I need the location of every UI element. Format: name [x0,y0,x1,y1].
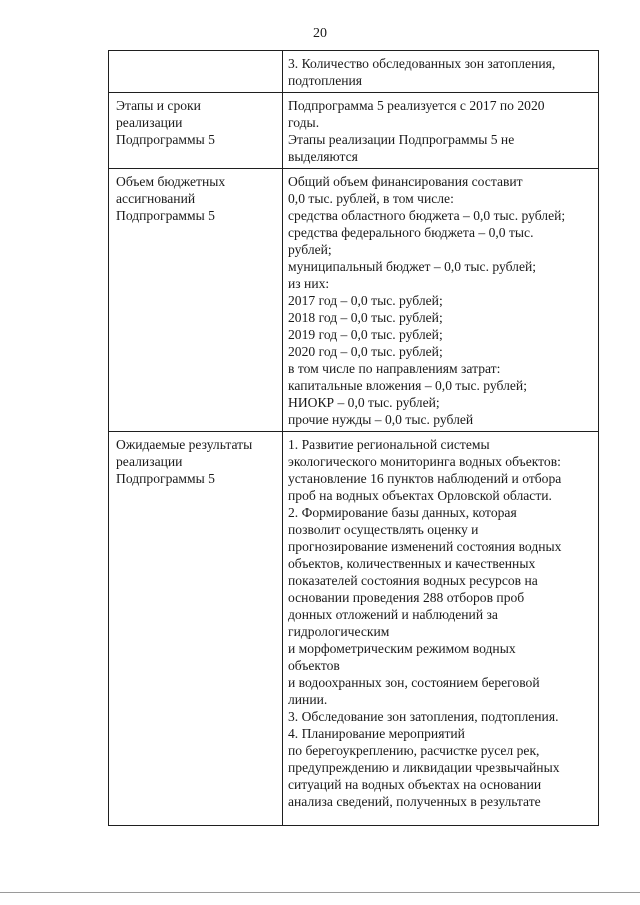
content-line: выделяются [288,149,358,164]
content-line: средства федерального бюджета – 0,0 тыс. [288,225,534,240]
content-line: 2017 год – 0,0 тыс. рублей; [288,293,443,308]
content-line: годы. [288,115,320,130]
content-line: ситуаций на водных объектах на основании [288,777,542,792]
content-line: 2018 год – 0,0 тыс. рублей; [288,310,443,325]
content-line: объектов [288,658,340,673]
content-line: прогнозирование изменений состояния водных [288,539,562,554]
content-line: рублей; [288,242,332,257]
label-cell [109,169,283,432]
content-line: Подпрограмма 5 реализуется с 2017 по 2020 [288,98,545,113]
content-line: и морфометрическим режимом водных [288,641,516,656]
content-line: 1. Развитие региональной системы [288,437,490,452]
row-budget-allocations [109,169,599,432]
label-cell [109,93,283,169]
content-line: НИОКР – 0,0 тыс. рублей; [288,395,440,410]
content-line: и водоохранных зон, состоянием береговой [288,675,540,690]
content-cell [283,432,599,826]
content-line: линии. [288,692,328,707]
label-line: Ожидаемые результаты [116,437,253,452]
content-line: позволит осуществлять оценку и [288,522,479,537]
content-line: Общий объем финансирования составит [288,174,523,189]
content-line: Этапы реализации Подпрограммы 5 не [288,132,515,147]
content-line: по берегоукреплению, расчистке русел рек, [288,743,540,758]
content-line: гидрологическим [288,624,390,639]
content-line: муниципальный бюджет – 0,0 тыс. рублей; [288,259,537,274]
table-body [109,51,599,826]
content-line: 2019 год – 0,0 тыс. рублей; [288,327,443,342]
label-line: Этапы и сроки [116,98,201,113]
content-line: 2020 год – 0,0 тыс. рублей; [288,344,443,359]
content-line: показателей состояния водных ресурсов на [288,573,538,588]
content-line: анализа сведений, полученных в результате [288,794,541,809]
content-line: предупреждению и ликвидации чрезвычайных [288,760,560,775]
content-line: экологического мониторинга водных объектов: [288,454,561,469]
content-line: донных отложений и наблюдений за [288,607,498,622]
content-line: основании проведения 288 отборов проб [288,590,525,605]
content-cell [283,93,599,169]
content-line: 4. Планирование мероприятий [288,726,465,741]
content-line: установление 16 пунктов наблюдений и отбора [288,471,562,486]
content-cell [283,51,599,93]
content-line: 3. Количество обследованных зон затопления, [288,56,556,71]
content-line: в том числе по направлениям затрат: [288,361,501,376]
content-line: 0,0 тыс. рублей, в том числе: [288,191,454,206]
label-cell [109,432,283,826]
content-line: из них: [288,276,330,291]
content-line: средства областного бюджета – 0,0 тыс. рублей; [288,208,566,223]
content-line: 2. Формирование базы данных, которая [288,505,517,520]
row-stages-and-terms [109,93,599,169]
label-line: Подпрограммы 5 [116,208,215,223]
content-line: прочие нужды – 0,0 тыс. рублей [288,412,474,427]
label-line: Подпрограммы 5 [116,471,215,486]
label-line: Подпрограммы 5 [116,132,215,147]
label-line: реализации [116,454,183,469]
row-continuation [109,51,599,93]
subprogram-passport-table [108,50,599,826]
label-line: ассигнований [116,191,196,206]
row-expected-results [109,432,599,826]
content-line: подтопления [288,73,363,88]
label-line: реализации [116,115,183,130]
label-cell [109,51,283,93]
page-number: 20 [313,26,327,41]
content-line: 3. Обследование зон затопления, подтопления. [288,709,559,724]
content-line: объектов, количественных и качественных [288,556,536,571]
label-line: Объем бюджетных [116,174,226,189]
content-cell [283,169,599,432]
content-line: проб на водных объектах Орловской области. [288,488,552,503]
page-bottom-rule [0,892,640,893]
content-line: капитальные вложения – 0,0 тыс. рублей; [288,378,527,393]
